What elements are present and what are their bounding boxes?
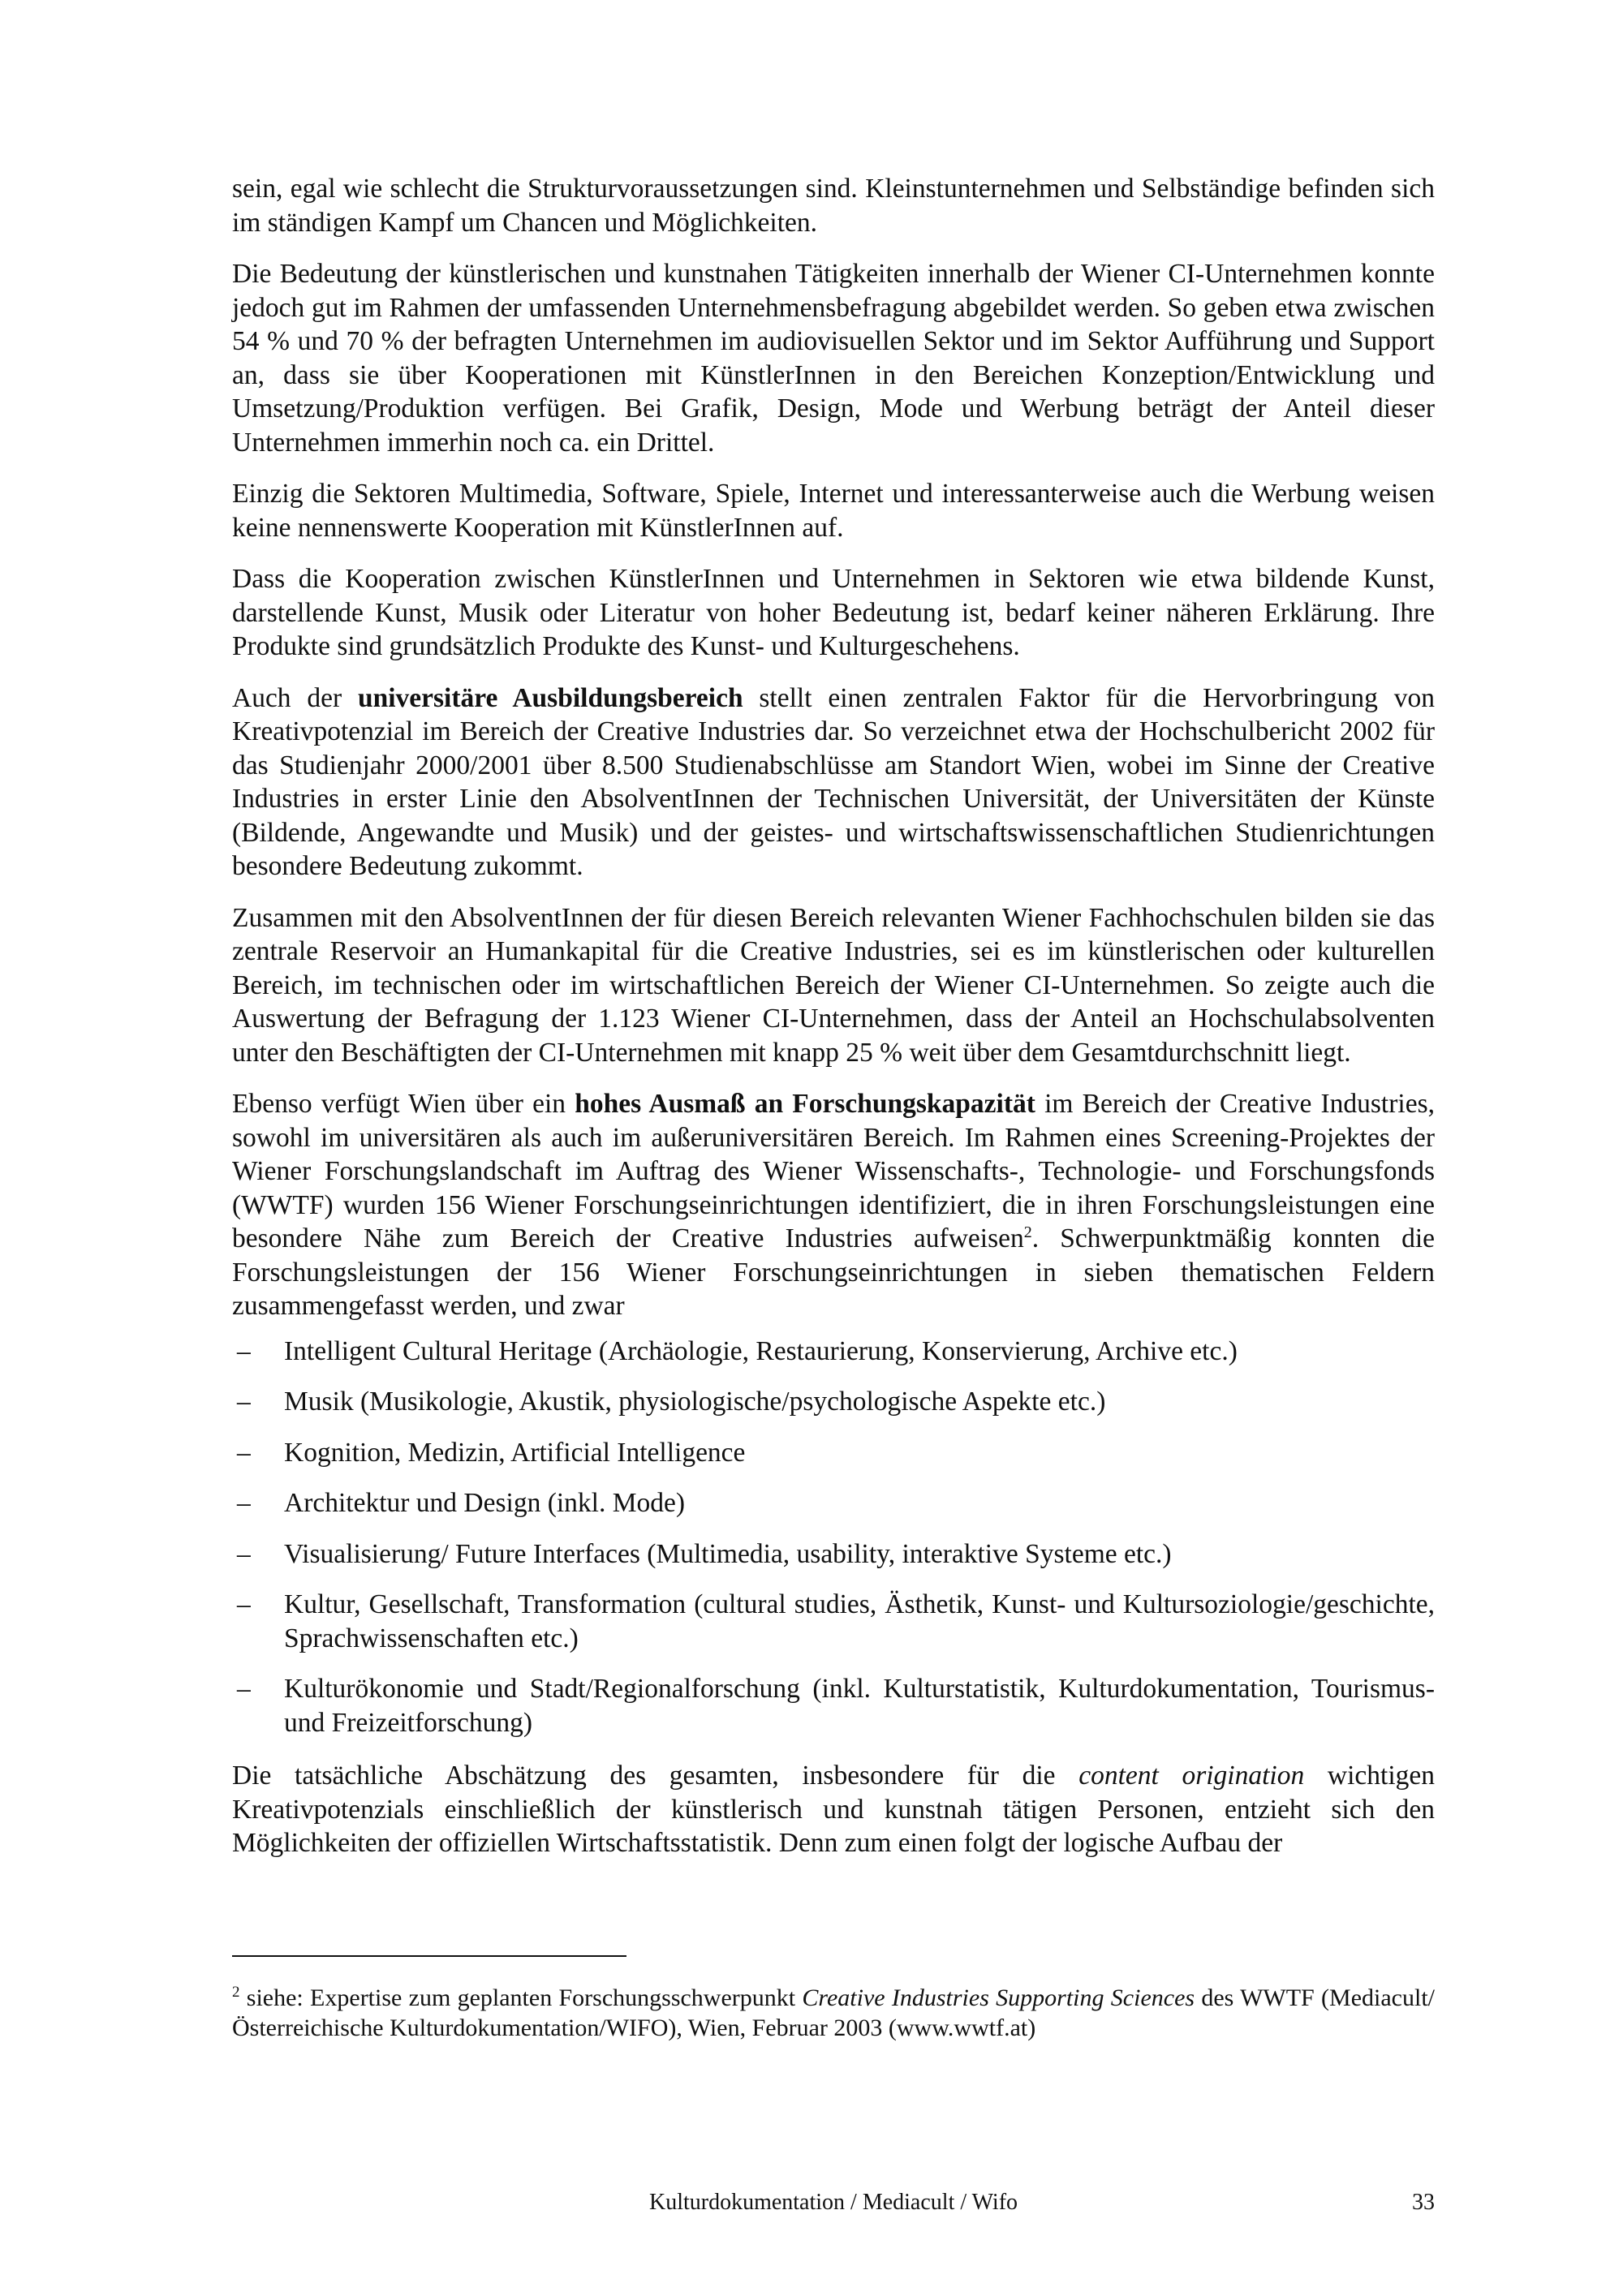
research-fields-list xyxy=(232,1335,1435,1740)
paragraph-5 xyxy=(232,681,1435,884)
dash-bullet: – xyxy=(237,1335,251,1366)
page-number: 33 xyxy=(1412,2190,1435,2215)
footnote-text-start: siehe: Expertise zum geplanten Forschungsschwerpunkt xyxy=(239,1984,803,2011)
list-item xyxy=(232,1335,1435,1369)
paragraph-8-text-start: Die tatsächliche Abschätzung des gesamten, insbesondere für die xyxy=(232,1761,1079,1791)
dash-bullet: – xyxy=(237,1387,251,1417)
paragraph-7-emphasis: hohes Ausmaß an Forschungskapazität xyxy=(575,1089,1035,1119)
list-item xyxy=(232,1486,1435,1520)
list-item-text: Intelligent Cultural Heritage (Archäologie, Restaurierung, Konservierung, Archive etc.) xyxy=(284,1335,1238,1366)
list-item xyxy=(232,1436,1435,1470)
footnote-number: 2 xyxy=(232,1984,240,2001)
paragraph-5-text-end: stellt einen zentralen Faktor für die Hervorbringung von Kreativpotenzial im Bereich der Creative Industries dar. So verzeichnet etwa der Hochschulbericht 2002 für das Studienjahr 2000/2001 über 8.500 Studienabschlüsse am Standort Wien, wobei im Sinne der Creative Industries in erster Linie den AbsolventInnen der Technischen Universität, der Universitäten der Künste (Bildende, Angewandte und Musik) und der geistes- und wirtschaftswissenschaftlichen Studienrichtungen besondere Bedeutung zukommt. xyxy=(232,682,1435,881)
paragraph-7-text-start: Ebenso verfügt Wien über ein xyxy=(232,1089,575,1119)
list-item xyxy=(232,1588,1435,1655)
paragraph-5-text-start: Auch der xyxy=(232,682,358,713)
paragraph-8 xyxy=(232,1759,1435,1860)
dash-bullet: – xyxy=(237,1538,251,1569)
dash-bullet: – xyxy=(237,1488,251,1518)
list-item-text: Architektur und Design (inkl. Mode) xyxy=(284,1488,686,1518)
list-item-text: Kultur, Gesellschaft, Transformation (cultural studies, Ästhetik, Kunst- und Kultursoziologie/geschichte, Sprachwissenschaften etc.) xyxy=(284,1589,1435,1653)
list-item-text: Kognition, Medizin, Artificial Intelligence xyxy=(284,1437,746,1468)
footer-publishers: Kulturdokumentation / Mediacult / Wifo xyxy=(648,2190,1018,2215)
footnote xyxy=(232,1983,1435,2043)
dash-bullet: – xyxy=(237,1674,251,1704)
list-item xyxy=(232,1672,1435,1739)
paragraph-7 xyxy=(232,1087,1435,1323)
list-item-text: Musik (Musikologie, Akustik, physiologische/psychologische Aspekte etc.) xyxy=(284,1387,1106,1417)
paragraph-7-text-end: . Schwerpunktmäßig konnten die Forschungsleistungen der 156 Wiener Forschungseinrichtungen in sieben thematischen Feldern zusammengefasst werden, und zwar xyxy=(232,1223,1435,1321)
document-body xyxy=(232,172,1435,1878)
list-item xyxy=(232,1537,1435,1572)
paragraph-7-text-mid: im Bereich der Creative Industries, sowohl im universitären als auch im außeruniversitären Bereich. Im Rahmen eines Screening-Projektes der Wiener Forschungslandschaft im Auftrag des Wiener Wissenschafts-, Technologie- und Forschungsfonds (WWTF) wurden 156 Wiener Forschungseinrichtungen identifiziert, die in ihren Forschungsleistungen eine besondere Nähe zum Bereich der Creative Industries aufweisen xyxy=(232,1089,1435,1253)
paragraph-1: sein, egal wie schlecht die Strukturvoraussetzungen sind. Kleinstunternehmen und Selbständige befinden sich im ständigen Kampf um Chancen und Möglichkeiten. xyxy=(232,174,1435,238)
paragraph-8-italic-term: content origination xyxy=(1078,1761,1305,1791)
paragraph-6: Zusammen mit den AbsolventInnen der für diesen Bereich relevanten Wiener Fachhochschulen bilden sie das zentrale Reservoir an Humankapital für die Creative Industries, sei es im künstlerischen oder kulturellen Bereich, im technischen oder im wirtschaftlichen Bereich der Wiener CI-Unternehmen. So zeigte auch die Auswertung der Befragung der 1.123 Wiener CI-Unternehmen, dass der Anteil an Hochschulabsolventen unter den Beschäftigten der CI-Unternehmen mit knapp 25 % weit über dem Gesamtdurchschnitt liegt. xyxy=(232,902,1435,1068)
list-item xyxy=(232,1385,1435,1419)
footnote-reference[interactable]: 2 xyxy=(1023,1223,1032,1241)
paragraph-5-emphasis: universitäre Ausbildungsbereich xyxy=(357,682,743,713)
paragraph-8-text-end: wichtigen Kreativpotenzials einschließlich der künstlerisch und kunstnah tätigen Personen, entzieht sich den Möglichkeiten der offiziellen Wirtschaftsstatistik. Denn zum einen folgt der logische Aufbau der xyxy=(232,1761,1435,1858)
paragraph-3: Einzig die Sektoren Multimedia, Software, Spiele, Internet und interessanterweise auch die Werbung weisen keine nennenswerte Kooperation mit KünstlerInnen auf. xyxy=(232,479,1435,543)
footnote-italic-title: Creative Industries Supporting Sciences xyxy=(802,1984,1195,2011)
footnote-text-end: des WWTF (Mediacult/Österreichische Kulturdokumentation/WIFO), Wien, Februar 2003 (www.wwtf.at) xyxy=(232,1984,1435,2041)
paragraph-4: Dass die Kooperation zwischen KünstlerInnen und Unternehmen in Sektoren wie etwa bildende Kunst, darstellende Kunst, Musik oder Literatur von hoher Bedeutung ist, bedarf keiner näheren Erklärung. Ihre Produkte sind grundsätzlich Produkte des Kunst- und Kulturgeschehens. xyxy=(232,564,1435,661)
list-item-text: Kulturökonomie und Stadt/Regionalforschung (inkl. Kulturstatistik, Kulturdokumentation, Tourismus- und Freizeitforschung) xyxy=(284,1674,1435,1738)
dash-bullet: – xyxy=(237,1589,251,1619)
dash-bullet: – xyxy=(237,1437,251,1468)
list-item-text: Visualisierung/ Future Interfaces (Multimedia, usability, interaktive Systeme etc.) xyxy=(284,1538,1172,1569)
paragraph-2: Die Bedeutung der künstlerischen und kunstnahen Tätigkeiten innerhalb der Wiener CI-Unternehmen konnte jedoch gut im Rahmen der umfassenden Unternehmensbefragung abgebildet werden. So geben etwa zwischen 54 % und 70 % der befragten Unternehmen im audiovisuellen Sektor und im Sektor Aufführung und Support an, dass sie über Kooperationen mit KünstlerInnen in den Bereichen Konzeption/Entwicklung und Umsetzung/Produktion verfügen. Bei Grafik, Design, Mode und Werbung beträgt der Anteil dieser Unternehmen immerhin noch ca. ein Drittel. xyxy=(232,259,1435,458)
footnote-separator xyxy=(232,1955,626,1957)
